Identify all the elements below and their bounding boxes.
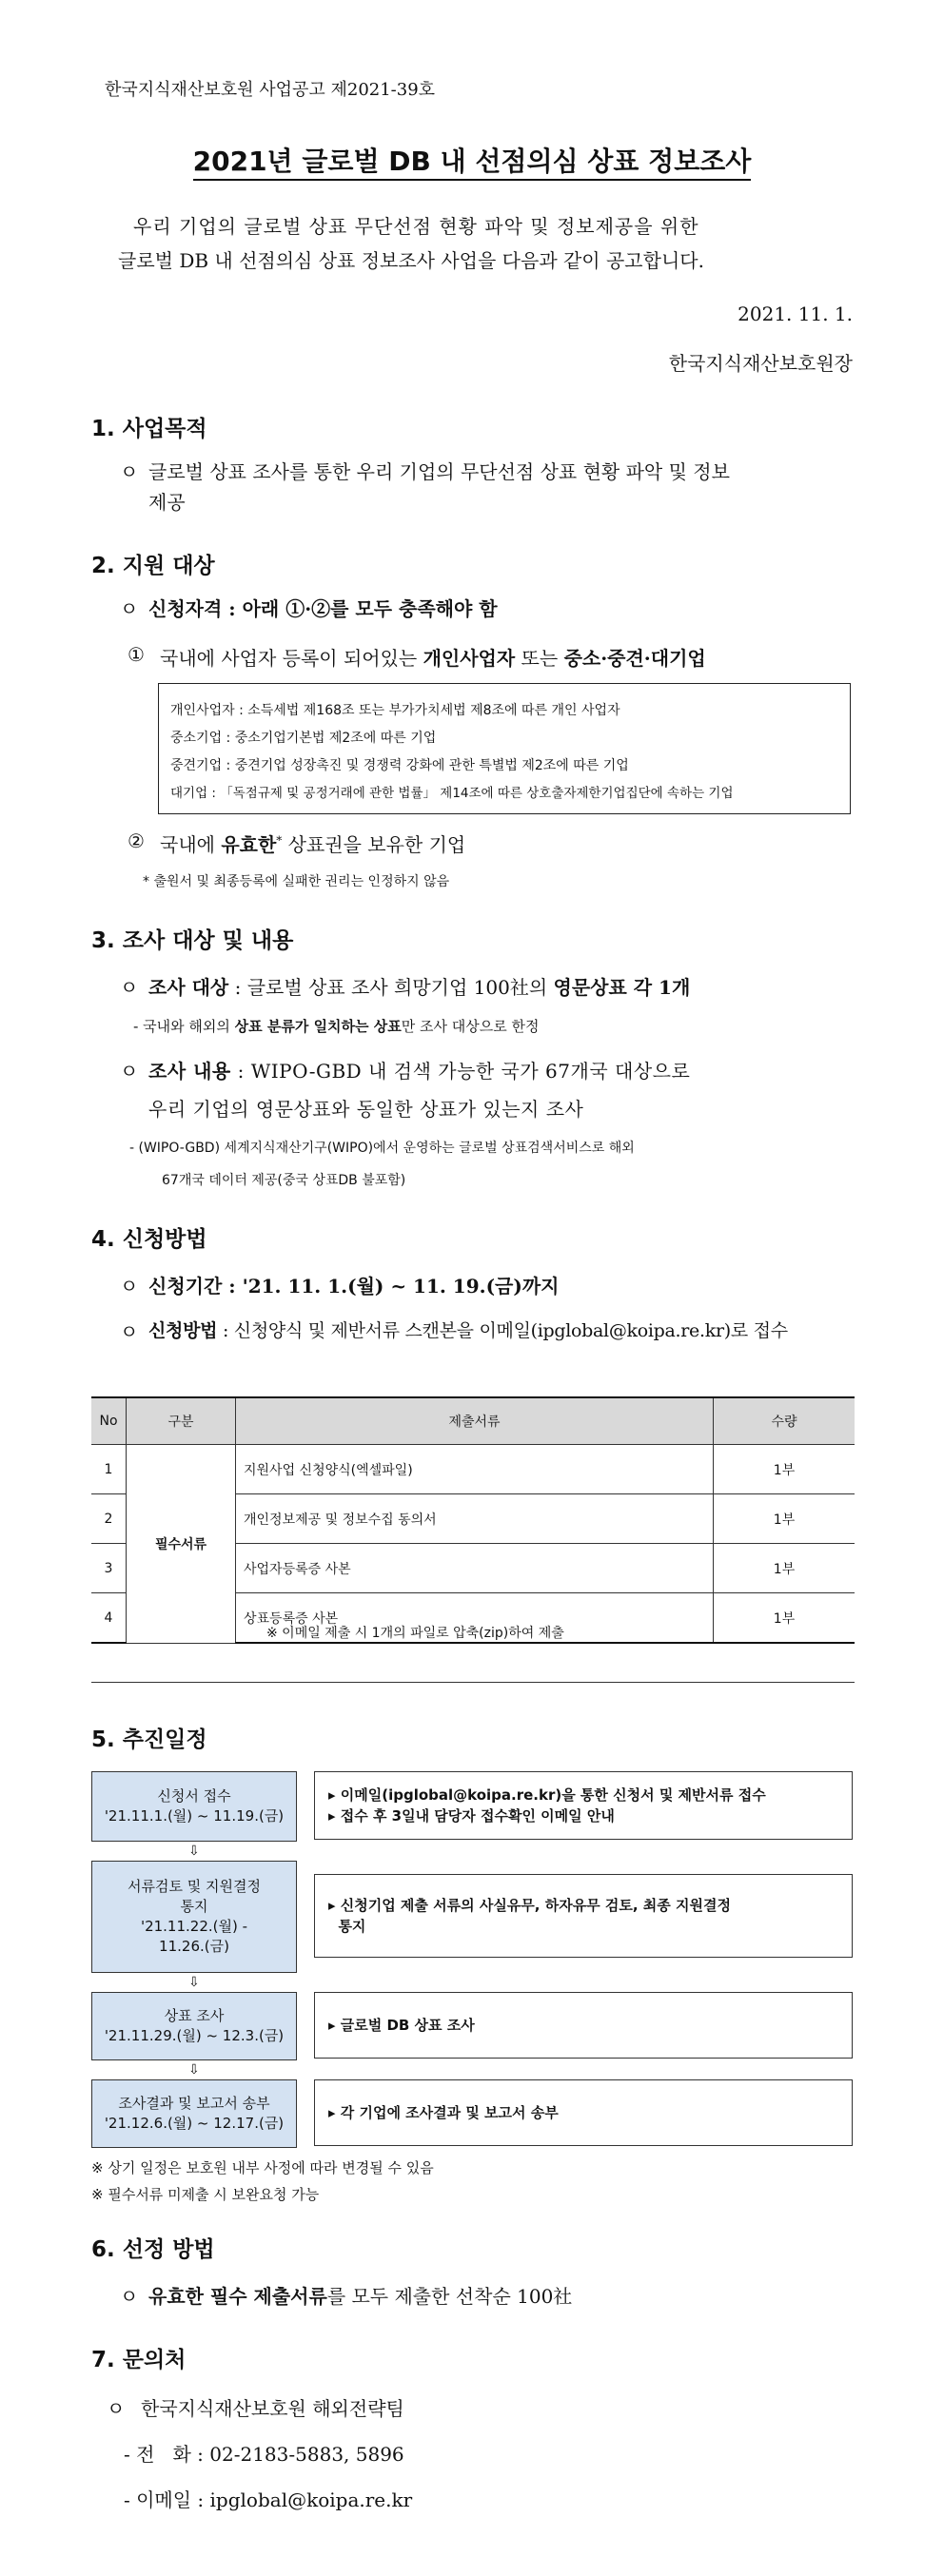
step-1-date: '21.11.1.(월) ~ 11.19.(금) — [104, 1807, 285, 1825]
section-3-heading: 3. 조사 대상 및 내용 — [91, 928, 294, 953]
row-doc: 지원사업 신청양식(엑셀파일) — [236, 1445, 714, 1494]
step-1-item-1: ▸ 이메일(ipglobal@koipa.re.kr)을 통한 신청서 및 제반서류 접수 — [328, 1786, 766, 1804]
section-5-heading: 5. 추진일정 — [91, 1727, 207, 1752]
step-2-title: 서류검토 및 지원결정 — [128, 1878, 261, 1895]
def-individual: 개인사업자 : 소득세법 제168조 또는 부가가치세법 제8조에 따른 개인 사업자 — [170, 703, 620, 718]
s4-bullet-2: ㅇ — [120, 1320, 139, 1343]
notice-number: 한국지식재산보호원 사업공고 제2021-39호 — [105, 80, 436, 100]
step-2-item-1: ▸ 신청기업 제출 서류의 사실유무, 하자유무 검토, 최종 지원결정 — [328, 1897, 731, 1914]
section-divider — [91, 1682, 855, 1683]
step-4-detail — [314, 2079, 853, 2146]
issuer: 한국지식재산보호원장 — [668, 352, 853, 375]
row-no: 1 — [91, 1445, 127, 1494]
step-2-item-2: 통지 — [328, 1918, 366, 1935]
row-qty: 1부 — [714, 1593, 856, 1644]
table-note: ※ 이메일 제출 시 1개의 파일로 압축(zip)하여 제출 — [266, 1626, 564, 1641]
target-text: : 글로벌 상표 조사 희망기업 100社의 — [228, 976, 554, 999]
row-qty: 1부 — [714, 1445, 856, 1494]
c1-text: 국내에 사업자 등록이 되어있는 — [160, 647, 423, 670]
contact-team: 한국지식재산보호원 해외전략팀 — [141, 2397, 404, 2420]
content-label: 조사 내용 — [148, 1060, 231, 1083]
intro-line-2: 글로벌 DB 내 선점의심 상표 정보조사 사업을 다음과 같이 공고합니다. — [118, 249, 704, 272]
s2-c2-num: ② — [128, 829, 145, 852]
step-2-title-2: 통지 — [180, 1898, 208, 1915]
target-bold: 영문상표 각 1개 — [553, 976, 691, 999]
step-3-box — [91, 1992, 297, 2060]
period-text: : '21. 11. 1.(월) ~ 11. 19.(금)까지 — [222, 1275, 560, 1298]
step-1-item-2: ▸ 접수 후 3일내 담당자 접수확인 이메일 안내 — [328, 1807, 615, 1825]
s3-target — [148, 972, 690, 1000]
required-docs-table — [91, 1396, 855, 1644]
step-4-box — [91, 2079, 297, 2148]
c1-mid: 또는 — [515, 647, 564, 670]
s4-bullet-1: ㅇ — [120, 1275, 139, 1298]
col-category: 구분 — [127, 1397, 236, 1445]
step-2-detail — [314, 1874, 853, 1958]
s3-bullet-2: ㅇ — [120, 1060, 139, 1083]
s2-bullet: ㅇ — [120, 597, 139, 620]
def-midsize: 중견기업 : 중견기업 성장촉진 및 경쟁력 강화에 관한 특별법 제2조에 따른 기업 — [170, 758, 629, 773]
step-2-date-2: 11.26.(금) — [159, 1938, 229, 1955]
tn-pre: - 국내와 해외의 — [133, 1018, 235, 1035]
c1-bold-1: 개인사업자 — [423, 647, 516, 670]
step-3-date: '21.11.29.(월) ~ 12.3.(금) — [104, 2027, 285, 2044]
def-large: 대기업 : 「독점규제 및 공정거래에 관한 법률」 제14조에 따른 상호출자제한기업집단에 속하는 기업 — [170, 786, 734, 801]
s2-qualification: 신청자격 : 아래 ①·②를 모두 충족해야 함 — [148, 597, 498, 620]
method-text: : 신청양식 및 제반서류 스캔본을 이메일(ipglobal@koipa.re.kr)로 접수 — [217, 1320, 788, 1341]
col-qty: 수량 — [714, 1397, 856, 1445]
tn-bold: 상표 분류가 일치하는 상표 — [234, 1018, 402, 1035]
section-2-heading: 2. 지원 대상 — [91, 554, 215, 578]
c2-sup: * — [276, 833, 283, 848]
row-no: 4 — [91, 1593, 127, 1644]
notice-date: 2021. 11. 1. — [738, 302, 853, 325]
content-text-1: : WIPO-GBD 내 검색 가능한 국가 67개국 대상으로 — [230, 1060, 691, 1083]
contact-phone: - 전 화 : 02-2183-5883, 5896 — [124, 2443, 404, 2466]
step-3-item-1: ▸ 글로벌 DB 상표 조사 — [328, 2017, 475, 2034]
step-4-title: 조사결과 및 보고서 송부 — [118, 2095, 270, 2112]
s3-content-2: 우리 기업의 영문상표와 동일한 상표가 있는지 조사 — [148, 1098, 584, 1121]
col-no: No — [91, 1397, 127, 1445]
page-title — [0, 141, 944, 179]
s1-text-2: 제공 — [148, 491, 186, 514]
section-1-heading: 1. 사업목적 — [91, 417, 207, 441]
s3-note-2: 67개국 데이터 제공(중국 상표DB 불포함) — [162, 1173, 406, 1188]
contact-email[interactable]: - 이메일 : ipglobal@koipa.re.kr — [124, 2488, 413, 2511]
s2-note: * 출원서 및 최종등록에 실패한 권리는 인정하지 않음 — [143, 874, 450, 889]
row-no: 3 — [91, 1544, 127, 1593]
schedule-note-1: ※ 상기 일정은 보호원 내부 사정에 따라 변경될 수 있음 — [91, 2159, 434, 2176]
definitions-box — [158, 683, 851, 814]
s6-post: 를 모두 제출한 선착순 100社 — [326, 2285, 573, 2308]
step-4-date: '21.12.6.(월) ~ 12.17.(금) — [104, 2115, 285, 2132]
step-3-detail — [314, 1992, 853, 2059]
row-doc: 상표등록증 사본 — [236, 1593, 714, 1644]
step-3-title: 상표 조사 — [164, 2007, 225, 2024]
intro-line-1: 우리 기업의 글로벌 상표 무단선점 현황 파악 및 정보제공을 위한 — [133, 215, 699, 238]
s3-bullet-1: ㅇ — [120, 976, 139, 999]
target-label: 조사 대상 — [148, 976, 229, 999]
s7-bullet: ㅇ — [107, 2397, 126, 2420]
c2-post: 상표권을 보유한 기업 — [282, 833, 466, 856]
step-1-detail — [314, 1771, 853, 1840]
section-4-heading: 4. 신청방법 — [91, 1227, 207, 1252]
down-arrow-icon: ⇩ — [188, 1975, 200, 1990]
down-arrow-icon: ⇩ — [188, 2062, 200, 2078]
row-doc: 개인정보제공 및 정보수집 동의서 — [236, 1494, 714, 1544]
step-2-box — [91, 1861, 297, 1973]
s6-text — [148, 2281, 572, 2309]
section-7-heading: 7. 문의처 — [91, 2348, 187, 2372]
c2-bold: 유효한 — [221, 833, 277, 856]
step-1-title: 신청서 접수 — [157, 1787, 231, 1805]
section-6-heading: 6. 선정 방법 — [91, 2237, 215, 2262]
s4-period — [148, 1271, 559, 1298]
def-sme: 중소기업 : 중소기업기본법 제2조에 따른 기업 — [170, 731, 437, 746]
s2-c1-num: ① — [128, 643, 145, 666]
table-header-row — [91, 1397, 855, 1445]
row-no: 2 — [91, 1494, 127, 1544]
s6-bold: 유효한 필수 제출서류 — [148, 2285, 327, 2308]
period-label: 신청기간 — [148, 1275, 223, 1298]
step-4-item-1: ▸ 각 기업에 조사결과 및 보고서 송부 — [328, 2104, 559, 2121]
row-qty: 1부 — [714, 1494, 856, 1544]
schedule-note-2: ※ 필수서류 미제출 시 보완요청 가능 — [91, 2186, 320, 2203]
s1-bullet: ㅇ — [120, 460, 139, 483]
s2-criterion-1 — [160, 643, 706, 671]
col-docs: 제출서류 — [236, 1397, 714, 1445]
s2-criterion-2 — [160, 829, 465, 857]
step-1-box — [91, 1771, 297, 1842]
method-label: 신청방법 — [148, 1320, 218, 1341]
s3-target-note — [133, 1016, 539, 1036]
step-2-date: '21.11.22.(월) - — [140, 1918, 248, 1935]
row-doc: 사업자등록증 사본 — [236, 1544, 714, 1593]
c1-bold-2: 중소·중견·대기업 — [563, 647, 706, 670]
row-category: 필수서류 — [127, 1445, 236, 1644]
s6-bullet: ㅇ — [120, 2285, 139, 2308]
tn-post: 만 조사 대상으로 한정 — [401, 1018, 540, 1035]
c2-pre: 국내에 — [160, 833, 222, 856]
table-row — [91, 1445, 855, 1494]
down-arrow-icon: ⇩ — [188, 1844, 200, 1859]
s4-method — [148, 1317, 788, 1342]
s3-content — [148, 1056, 690, 1083]
row-qty: 1부 — [714, 1544, 856, 1593]
s1-text-1: 글로벌 상표 조사를 통한 우리 기업의 무단선점 상표 현황 파악 및 정보 — [148, 460, 730, 483]
s3-note-1: - (WIPO-GBD) 세계지식재산기구(WIPO)에서 운영하는 글로벌 상표검색서비스로 해외 — [129, 1141, 635, 1156]
page-title-text: 2021년 글로벌 DB 내 선점의심 상표 정보조사 — [193, 146, 752, 181]
